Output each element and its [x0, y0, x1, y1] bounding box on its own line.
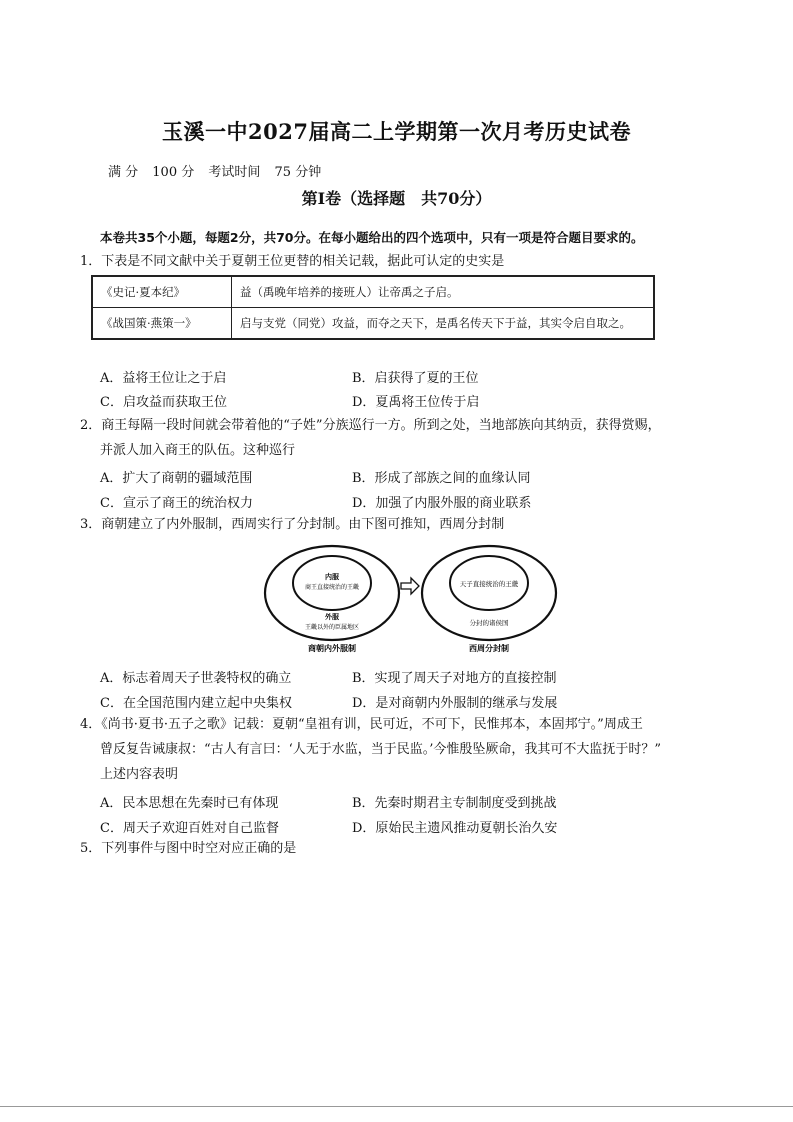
option-a[interactable]: A．扩大了商朝的疆域范围 [100, 471, 253, 486]
option-c[interactable]: C．宣示了商王的统治权力 [100, 496, 253, 511]
caption-left: 商朝内外服制 [308, 644, 356, 653]
diagram-svg [262, 543, 558, 655]
option-b[interactable]: B．先秦时期君主专制制度受到挑战 [352, 796, 557, 811]
question-2-stem [80, 413, 720, 463]
table-row [92, 276, 654, 308]
option-c[interactable]: C．在全国范围内建立起中央集权 [100, 696, 292, 711]
question-5-stem: 5．下列事件与图中时空对应正确的是 [80, 841, 297, 856]
option-d[interactable]: D．是对商朝内外服制的继承与发展 [352, 696, 558, 711]
label-royal-domain: 天子直接统治的王畿 [459, 580, 519, 588]
label-inner-service-text: 商王直接统治的王畿 [304, 584, 360, 591]
system-diagram [262, 543, 558, 655]
table-cell-source: 《战国策·燕策一》 [92, 308, 232, 340]
question-4-line-1: 4．《尚书·夏书·五子之歌》记载：夏朝“皇祖有训，民可近，不可下，民惟邦本，本固邦宁。”周成王 [80, 717, 643, 732]
label-outer-service-text: 王畿以外的臣属地区 [304, 624, 360, 631]
label-inner-service: 内服 [325, 573, 339, 581]
question-1-stem: 1．下表是不同文献中关于夏朝王位更替的相关记载，据此可认定的史实是 [80, 254, 505, 269]
option-d[interactable]: D．夏禹将王位传于启 [352, 395, 480, 410]
score-value: 100 分 [152, 165, 195, 180]
section-title: 第Ⅰ卷（选择题 共70分） [301, 189, 492, 208]
option-d[interactable]: D．加强了内服外服的商业联系 [352, 496, 532, 511]
question-4-line-2: 曾反复告诫康叔：“古人有言曰：‘人无于水监，当于民监。’今惟殷坠厥命，我其可不大监抚于时？” [100, 742, 662, 757]
page-bottom-rule [0, 1106, 793, 1107]
section-instructions: 本卷共35个小题，每题2分，共70分。在每小题给出的四个选项中，只有一项是符合题目要求的。 [100, 230, 644, 245]
option-a[interactable]: A．民本思想在先秦时已有体现 [100, 796, 279, 811]
option-b[interactable]: B．实现了周天子对地方的直接控制 [352, 671, 557, 686]
exam-meta [108, 161, 331, 180]
inner-circle-left [293, 556, 371, 610]
option-a[interactable]: A．益将王位让之于启 [100, 371, 227, 386]
table-cell-text: 启与支党（同党）攻益，而夺之天下，是禹名传天下于益，其实令启自取之。 [232, 308, 655, 340]
table-cell-source: 《史记·夏本纪》 [92, 276, 232, 308]
arrow-right-icon [401, 578, 419, 594]
score-label: 满 分 [108, 165, 139, 180]
time-label: 考试时间 [208, 165, 261, 180]
exam-title: 玉溪一中2027届高二上学期第一次月考历史试卷 [162, 119, 631, 144]
option-b[interactable]: B．形成了部族之间的血缘认同 [352, 471, 531, 486]
records-table [91, 275, 655, 340]
label-vassal-states: 分封的诸侯国 [469, 619, 509, 627]
option-c[interactable]: C．周天子欢迎百姓对自己监督 [100, 821, 279, 836]
question-4-stem [80, 712, 720, 787]
question-2-line-2: 并派人加入商王的队伍。这种巡行 [100, 443, 296, 458]
question-4-line-3: 上述内容表明 [100, 767, 179, 782]
question-2-line-1: 2．商王每隔一段时间就会带着他的“子姓”分族巡行一方。所到之处，当地部族向其纳贡，获得赏赐， [80, 418, 661, 433]
option-d[interactable]: D．原始民主遗风推动夏朝长治久安 [352, 821, 558, 836]
table-cell-text: 益（禹晚年培养的接班人）让帝禹之子启。 [232, 276, 655, 308]
caption-right: 西周分封制 [469, 644, 509, 653]
label-outer-service: 外服 [325, 613, 339, 621]
option-a[interactable]: A．标志着周天子世袭特权的确立 [100, 671, 292, 686]
question-3-stem: 3．商朝建立了内外服制，西周实行了分封制。由下图可推知，西周分封制 [80, 517, 505, 532]
time-value: 75 分钟 [274, 165, 322, 180]
table-row [92, 308, 654, 340]
option-c[interactable]: C．启攻益而获取王位 [100, 395, 227, 410]
option-b[interactable]: B．启获得了夏的王位 [352, 371, 479, 386]
